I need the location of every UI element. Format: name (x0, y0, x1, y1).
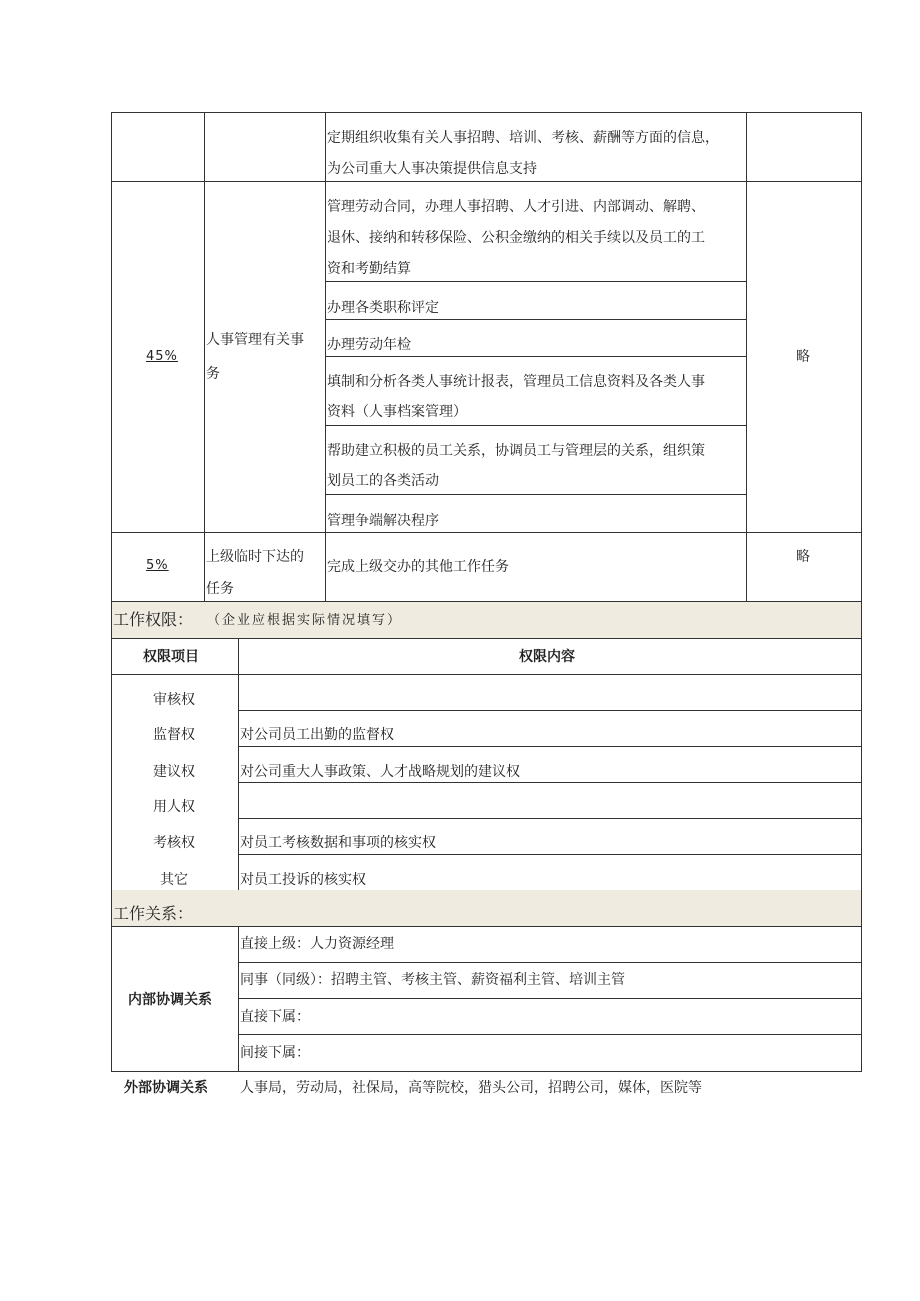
duty-content-line: 办理劳动年检 (327, 337, 411, 353)
duty-task-line: 务 (206, 366, 220, 382)
duty-content-line: 资料（人事档案管理） (327, 404, 467, 420)
internal-relation-row: 直接下属： (240, 1009, 310, 1025)
authority-item: 审核权 (153, 692, 195, 708)
duty-content-line: 划员工的各类活动 (327, 473, 439, 489)
relations-row-divider (238, 962, 862, 963)
authority-title: 工作权限： (113, 610, 194, 629)
duty-percent: 45% (146, 349, 178, 364)
duty-percent: 5% (146, 558, 169, 573)
duty-content-line: 办理各类职称评定 (327, 300, 439, 316)
duties-col-divider-3 (746, 112, 747, 602)
duties-col-divider-2 (325, 112, 326, 602)
duty-content-line: 帮助建立积极的员工关系，协调员工与管理层的关系，组织策 (327, 443, 705, 459)
duties-row-divider (111, 532, 862, 533)
relations-title: 工作关系： (113, 904, 194, 923)
authority-note: （企业应根据实际情况填写） (207, 613, 403, 628)
internal-relation-row: 间接下属： (240, 1045, 310, 1061)
duty-standard: 略 (796, 349, 810, 365)
duty-standard: 略 (796, 549, 810, 565)
duty-content-line: 管理劳动合同，办理人事招聘、人才引进、内部调动、解聘、 (327, 199, 705, 215)
relations-row-divider (238, 1034, 862, 1035)
duty-content-line: 退休、接纳和转移保险、公积金缴纳的相关手续以及员工的工 (327, 230, 705, 246)
duties-table (111, 112, 862, 602)
relations-col-divider (238, 926, 239, 1072)
duty-content-line: 管理争端解决程序 (327, 513, 439, 529)
relations-row-divider (238, 998, 862, 999)
authority-content: 对公司员工出勤的监督权 (240, 727, 394, 743)
duty-content-line: 定期组织收集有关人事招聘、培训、考核、薪酬等方面的信息， (327, 130, 719, 146)
authority-item: 考核权 (153, 835, 195, 851)
duty-task-line: 人事管理有关事 (206, 332, 304, 348)
duty-task-line: 上级临时下达的 (206, 549, 304, 565)
authority-content: 对公司重大人事政策、人才战略规划的建议权 (240, 764, 520, 780)
authority-content: 对员工考核数据和事项的核实权 (240, 835, 436, 851)
internal-relation-row: 直接上级：人力资源经理 (240, 936, 394, 952)
authority-row-divider (238, 710, 862, 711)
external-relations-content: 人事局，劳动局，社保局，高等院校，猎头公司，招聘公司，媒体，医院等 (240, 1080, 702, 1096)
authority-item: 监督权 (153, 727, 195, 743)
duty-content-line: 资和考勤结算 (327, 261, 411, 277)
authority-item: 用人权 (153, 799, 195, 815)
authority-item: 其它 (160, 872, 188, 888)
authority-content: 对员工投诉的核实权 (240, 872, 366, 888)
authority-header-item: 权限项目 (143, 649, 199, 665)
duties-col-divider-1 (204, 112, 205, 602)
duty-content-line: 填制和分析各类人事统计报表，管理员工信息资料及各类人事 (327, 374, 705, 390)
external-relations-label: 外部协调关系 (124, 1080, 208, 1096)
duty-content-line: 为公司重大人事决策提供信息支持 (327, 161, 537, 177)
duty-content-line: 完成上级交办的其他工作任务 (327, 559, 509, 575)
relations-section-header (111, 890, 862, 927)
internal-relation-row: 同事（同级）：招聘主管、考核主管、薪资福利主管、培训主管 (240, 972, 625, 988)
relations-table (111, 926, 862, 1072)
authority-row-divider (238, 818, 862, 819)
authority-header-content: 权限内容 (519, 649, 575, 665)
duty-task-line: 任务 (206, 581, 234, 597)
authority-row-divider (111, 674, 862, 675)
internal-relations-label: 内部协调关系 (128, 992, 212, 1008)
authority-item: 建议权 (153, 764, 195, 780)
